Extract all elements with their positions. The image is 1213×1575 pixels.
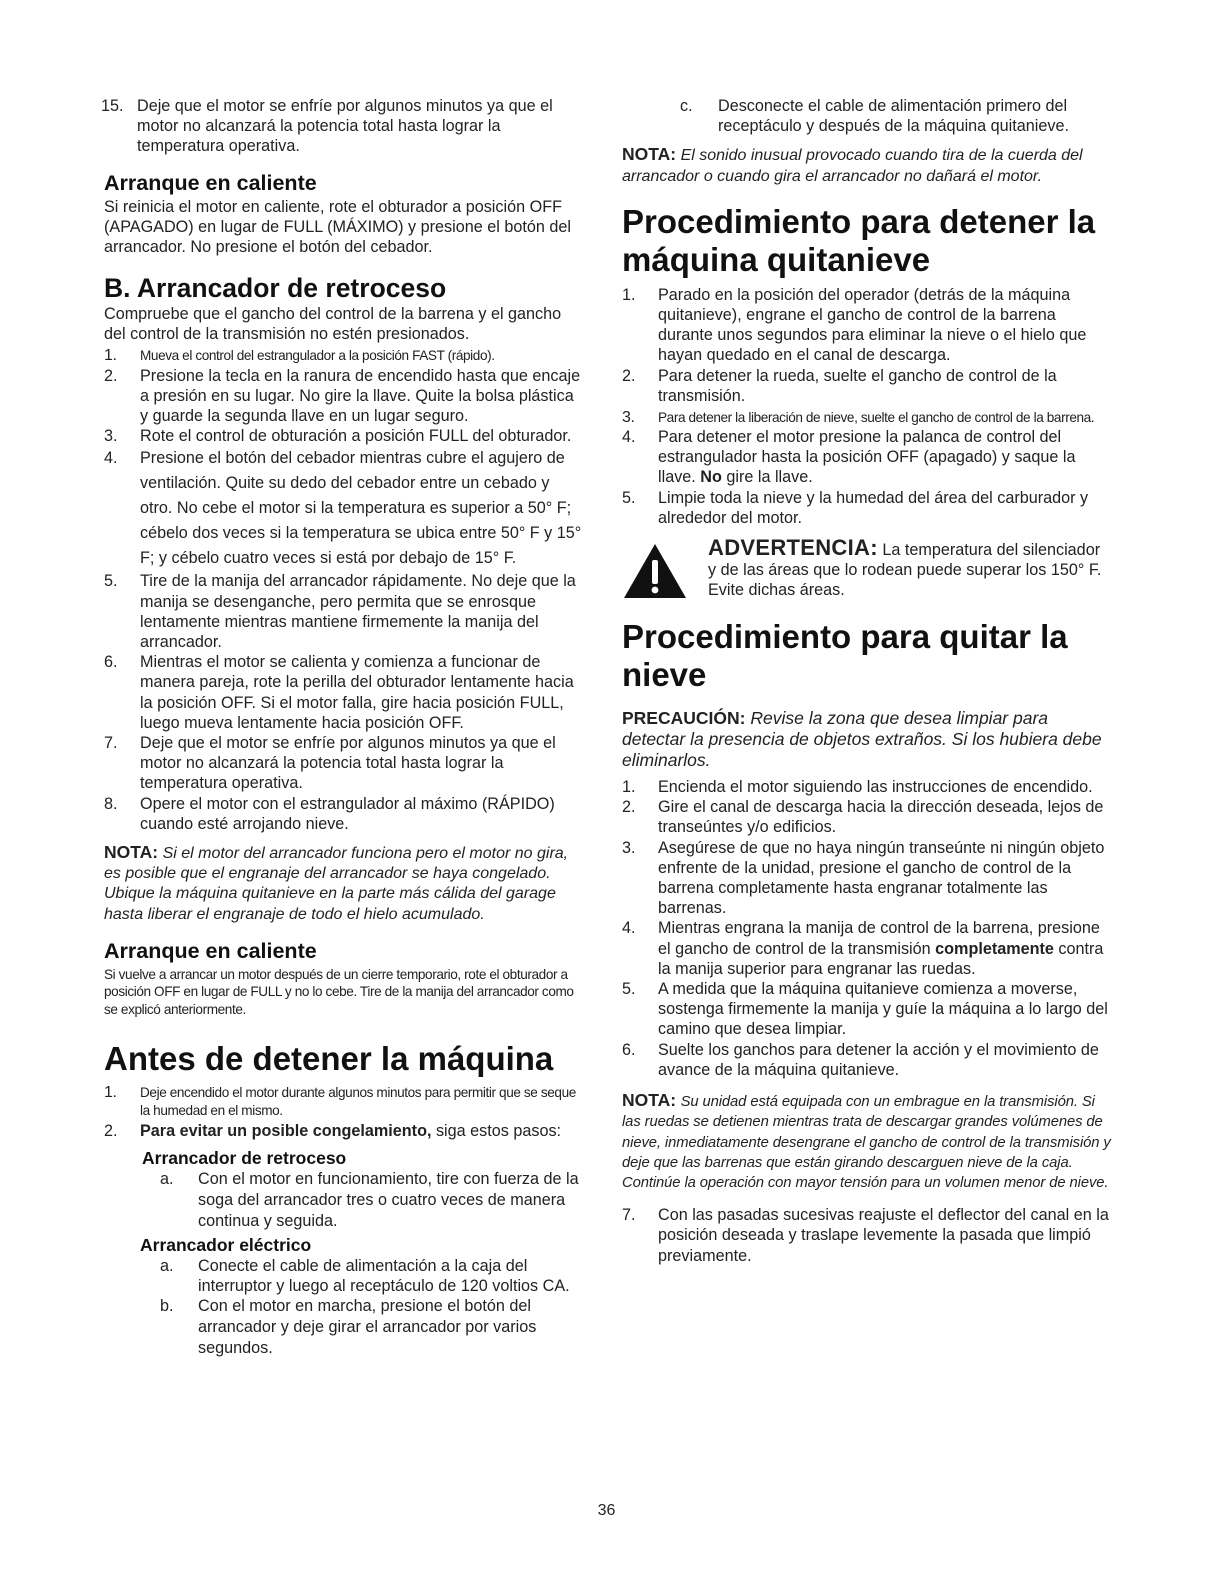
list-item: 1. Deje encendido el motor durante algunos minutos para permitir que se seque la humedad en el mismo. [104, 1084, 576, 1119]
list-item: 8. Opere el motor con el estrangulador al máximo (RÁPIDO) cuando esté arrojando nieve. [104, 794, 555, 833]
section-title-hot-start: Arranque en caliente [104, 170, 317, 195]
section-title-hot-start-2: Arranque en caliente [104, 938, 317, 963]
electric-starter-steps [104, 1256, 582, 1359]
stop-procedure-list [622, 285, 1112, 528]
list-item: 3. Para detener la liberación de nieve, suelte el gancho de control de la barrena. [622, 409, 1095, 427]
recoil-steps-list [104, 347, 582, 834]
paragraph: Si vuelve a arrancar un motor después de un cierre temporario, rote el obturador a posición OFF en lugar de FULL y no lo cebe. Tire de la manija del arrancador como se explicó anteriormente. [104, 966, 574, 1017]
note-frozen-starter: NOTA: Si el motor del arrancador funciona pero el motor no gira, es posible que el engranaje del arrancador se haya congelado. Ubique la máquina quitanieve en la parte más cálida del garage hasta liberar el engranaje de todo el hielo acumulado. [104, 842, 569, 923]
list-item: 4. Para detener el motor presione la palanca de control del estrangulador hasta la posición OFF (apagado) y saque la llave. No gire la llave. [622, 428, 1076, 487]
list-item: a. Conecte el cable de alimentación a la caja del interruptor y luego al receptáculo de 120 voltios CA. [160, 1256, 570, 1295]
paragraph: Compruebe que el gancho del control de la barrena y el gancho del control de la transmisión no estén presionados. [104, 305, 562, 344]
list-item: 4. Presione el botón del cebador mientras cubre el agujero de ventilación. Quite su dedo del cebador entre un cebado y otro. No cebe el motor si la temperatura es superior a 50° F; cébelo dos veces si la temperatura se ubica entre 50° F y 15° F; y cébelo cuatro veces si está por debajo de 15° F. [104, 449, 582, 568]
section-title-before-stop: Antes de detener la máquina [104, 1040, 554, 1078]
list-item: 5. A medida que la máquina quitanieve comienza a moverse, sostenga firmemente la manija y guíe la máquina a lo largo del camino que desea limpiar. [622, 980, 1108, 1039]
list-item: 15. Deje que el motor se enfríe por algunos minutos ya que el motor no alcanzará la potencia total hasta lograr la temperatura operativa. [101, 97, 553, 156]
list-item: c. Desconecte el cable de alimentación primero del receptáculo y después de la máquina quitanieve. [680, 97, 1069, 136]
list-item: 6. Suelte los ganchos para detener la acción y el movimiento de avance de la máquina quitanieve. [622, 1040, 1099, 1079]
list-item: 3. Asegúrese de que no haya ningún transeúnte ni ningún objeto enfrente de la unidad, presione el gancho de control de la barrena completamente hasta engranar totalmente las barrenas. [622, 838, 1105, 918]
before-stop-list [104, 1084, 582, 1141]
note-unusual-sound: NOTA: El sonido inusual provocado cuando tira de la cuerda del arrancador o cuando gira el arrancador no dañará el motor. [622, 144, 1083, 185]
list-item: 4. Mientras engrana la manija de control de la barrena, presione el gancho de control de la transmisión completamente contra la manija superior para engranar las ruedas. [622, 919, 1104, 978]
list-item: 5. Limpie toda la nieve y la humedad del área del carburador y alrededor del motor. [622, 488, 1089, 527]
caution-foreign-objects: PRECAUCIÓN: Revise la zona que desea limpiar para detectar la presencia de objetos extraños. Si los hubiera debe eliminarlos. [622, 708, 1102, 771]
note-transmission-clutch: NOTA: Su unidad está equipada con un embrague en la transmisión. Si las ruedas se detienen mientras trata de descargar grandes volúmenes de nieve, inmediatamente desengrane el gancho de control de la transmisión y deje que las barrenas que están girando descarguen nieve de la caja. Continúe la operación con mayor tensión para un volumen menor de nieve. [622, 1090, 1111, 1191]
list-item: 1. Mueva el control del estrangulador a la posición FAST (rápido). [104, 346, 495, 364]
list-step-c [622, 96, 1112, 136]
page-number: 36 [597, 1502, 616, 1519]
left-column [101, 96, 582, 1359]
list-item: 2. Gire el canal de descarga hacia la dirección deseada, lejos de transeúntes y/o edificios. [622, 798, 1104, 837]
subsection-title-recoil-starter: Arrancador de retroceso [142, 1147, 347, 1168]
subsection-title-electric-starter: Arrancador eléctrico [140, 1234, 312, 1255]
list-item: 7. Deje que el motor se enfríe por algunos minutos ya que el motor no alcanzará la potencia total hasta lograr la temperatura operativa. [104, 734, 556, 793]
section-title-stop-procedure: Procedimiento para detener la máquina quitanieve [622, 202, 1096, 278]
list-item: 3. Rote el control de obturación a posición FULL del obturador. [104, 427, 572, 446]
list-item: 6. Mientras el motor se calienta y comienza a funcionar de manera pareja, rote la perilla del obturador lentamente hacia la posición OFF. Si el motor falla, gire hacia posición FULL, luego mueva lentamente hacia posición OFF. [104, 653, 574, 732]
paragraph: Si reinicia el motor en caliente, rote el obturador a posición OFF (APAGADO) en lugar de FULL (MÁXIMO) y presione el botón del arrancador. No presione el botón del cebador. [104, 197, 571, 257]
list-item: a. Con el motor en funcionamiento, tire con fuerza de la soga del arrancador tres o cuatro veces de manera continua y seguida. [160, 1169, 579, 1230]
list-item: b. Con el motor en marcha, presione el botón del arrancador y deje girar el arrancador por varios segundos. [160, 1297, 537, 1357]
list-step-15 [101, 96, 582, 157]
snow-removal-list-cont [622, 1205, 1112, 1266]
list-item: 2. Para evitar un posible congelamiento, siga estos pasos: [104, 1122, 562, 1141]
list-item: 2. Para detener la rueda, suelte el gancho de control de la transmisión. [622, 366, 1057, 405]
list-item: 5. Tire de la manija del arrancador rápidamente. No deje que la manija se desenganche, pero permita que se enrosque lentamente mientras mantiene firmemente la manija del arrancador. [104, 572, 576, 652]
warning-text: ADVERTENCIA: La temperatura del silenciador y de las áreas que lo rodean puede superar los 150° F. Evite dichas áreas. [708, 535, 1102, 600]
snow-removal-list [622, 777, 1112, 1080]
list-item: 1. Parado en la posición del operador (detrás de la máquina quitanieve), engrane el gancho de control de la barrena durante unos segundos para eliminar la nieve o el hielo que hayan quedado en el canal de descarga. [622, 285, 1087, 365]
recoil-starter-steps [104, 1169, 582, 1232]
list-item: 1. Encienda el motor siguiendo las instrucciones de encendido. [622, 778, 1093, 797]
warning-triangle-icon [622, 542, 688, 600]
right-column [622, 96, 1112, 1266]
list-item: 2. Presione la tecla en la ranura de encendido hasta que encaje a presión en su lugar. No gire la llave. Quite la bolsa plástica y guarde la segunda llave en un lugar seguro. [104, 366, 581, 426]
list-item: 7. Con las pasadas sucesivas reajuste el deflector del canal en la posición deseada y traslape levemente la pasada que limpió previamente. [622, 1206, 1109, 1265]
section-title-recoil-starter: B. Arrancador de retroceso [104, 273, 447, 304]
section-title-snow-removal: Procedimiento para quitar la nieve [622, 618, 1068, 694]
warning-muffler-heat [622, 535, 1112, 602]
